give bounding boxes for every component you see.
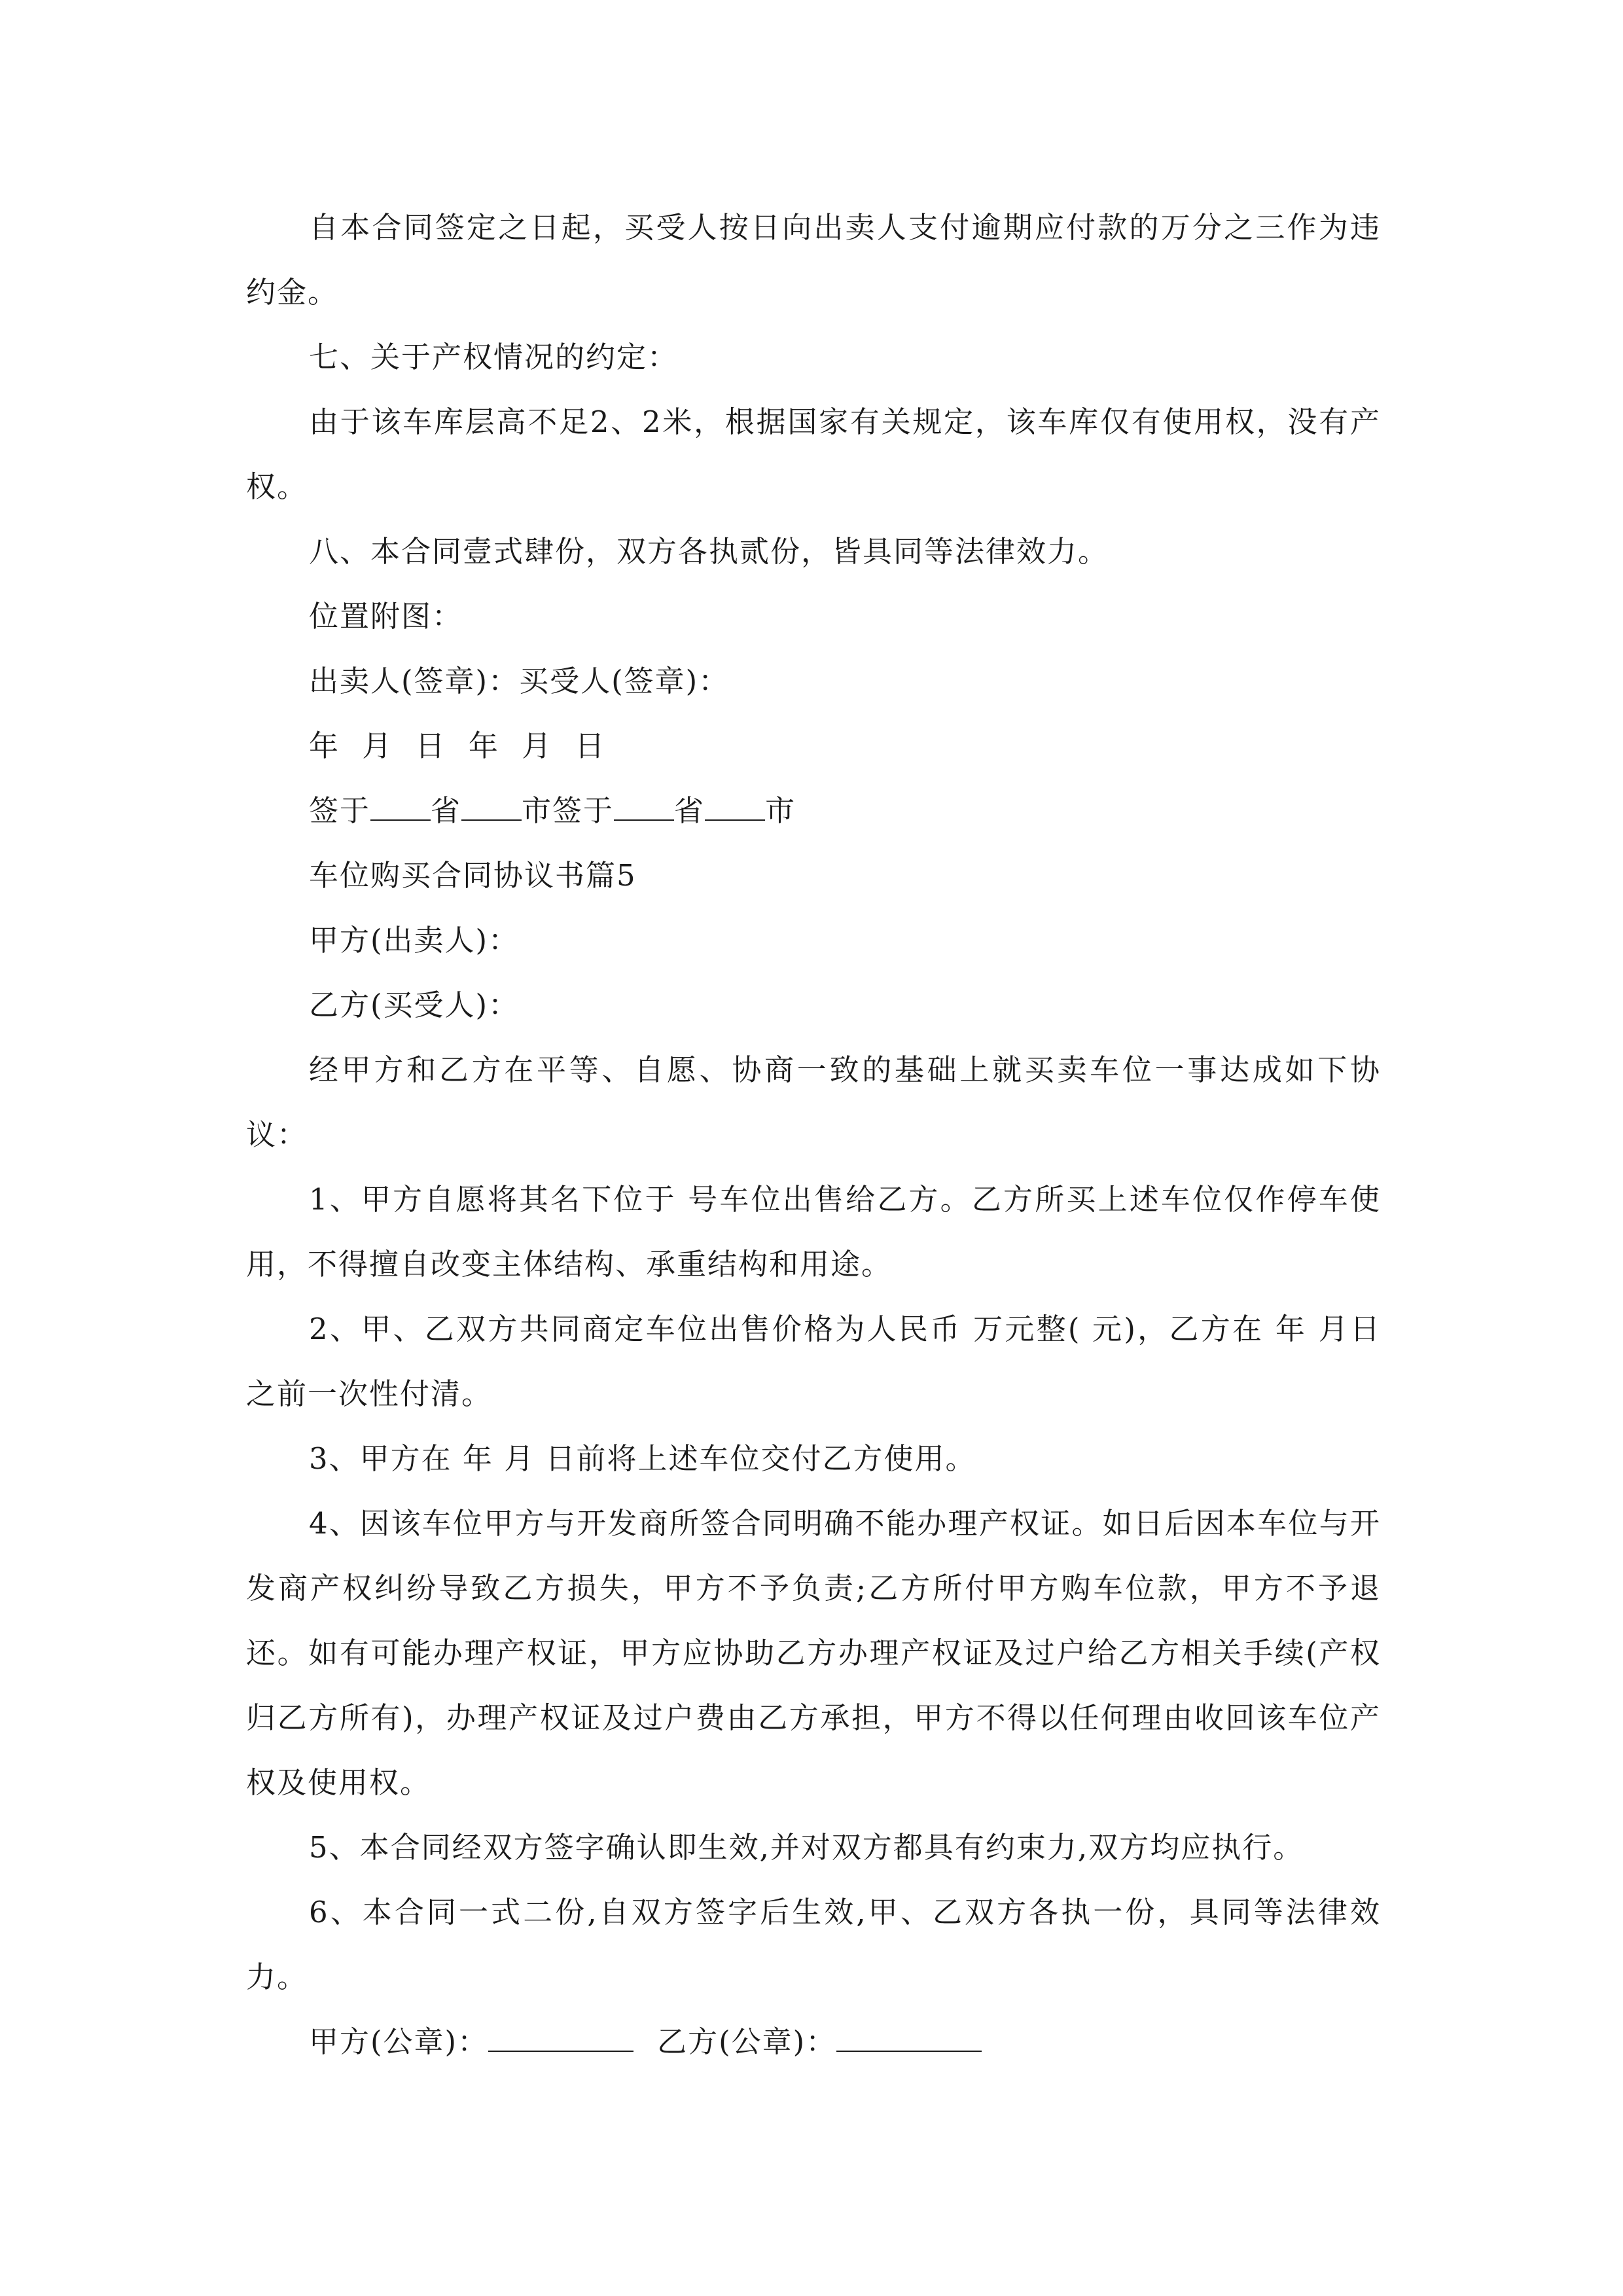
seal-line xyxy=(246,2009,1381,2074)
clause-2: 2、甲、乙双方共同商定车位出售价格为人民币 万元整( 元)，乙方在 年 月日之前一次性付清。 xyxy=(246,1312,1381,1411)
blank-seal-b[interactable] xyxy=(836,2019,982,2052)
location-map-label: 位置附图： xyxy=(309,599,463,634)
blank-seal-a[interactable] xyxy=(488,2019,633,2052)
clause-6: 6、本合同一式二份,自双方签字后生效,甲、乙双方各执一份，具同等法律效力。 xyxy=(246,1895,1381,1994)
party-a-line: 甲方(出卖人)： xyxy=(309,923,520,958)
section7-heading: 七、关于产权情况的约定： xyxy=(309,340,679,374)
signed-at-province-1: 省 xyxy=(431,793,462,828)
preamble-paragraph: 经甲方和乙方在平等、自愿、协商一致的基础上就买卖车位一事达成如下协议： xyxy=(246,1052,1381,1152)
signed-at-line xyxy=(246,778,1381,843)
signatures-line: 出卖人(签章)：买受人(签章)： xyxy=(309,664,730,698)
signed-at-province-2: 省 xyxy=(674,793,705,828)
clause-1: 1、甲方自愿将其名下位于 号车位出售给乙方。乙方所买上述车位仅作停车使用，不得擅自改变主体结构、承重结构和用途。 xyxy=(246,1182,1381,1282)
signed-at-city-1: 市签于 xyxy=(522,793,615,828)
blank-province-2[interactable] xyxy=(614,788,674,821)
seal-a-label: 甲方(公章)： xyxy=(309,2024,489,2059)
intro-paragraph: 自本合同签定之日起，买受人按日向出卖人支付逾期应付款的万分之三作为违约金。 xyxy=(246,210,1381,310)
clause-3: 3、甲方在 年 月 日前将上述车位交付乙方使用。 xyxy=(309,1441,976,1476)
date-line: 年 月 日 年 月 日 xyxy=(309,728,606,763)
blank-city-2[interactable] xyxy=(705,788,765,821)
section7-text: 由于该车库层高不足2、2米，根据国家有关规定，该车库仅有使用权，没有产权。 xyxy=(246,404,1381,504)
clause-4: 4、因该车位甲方与开发商所签合同明确不能办理产权证。如日后因本车位与开发商产权纠纷导致乙方损失，甲方不予负责;乙方所付甲方购车位款，甲方不予退还。如有可能办理产权证，甲方应协助乙方办理产权证及过户给乙方相关手续(产权归乙方所有)，办理产权证及过户费由乙方承担，甲方不得以任何理由收回该车位产权及使用权。 xyxy=(246,1506,1381,1800)
signed-at-prefix: 签于 xyxy=(309,793,371,828)
blank-city-1[interactable] xyxy=(461,788,522,821)
blank-province-1[interactable] xyxy=(370,788,431,821)
signed-at-city-2: 市 xyxy=(765,793,796,828)
party-b-line: 乙方(买受人)： xyxy=(309,988,520,1022)
article-title: 车位购买合同协议书篇5 xyxy=(309,858,637,893)
document-body xyxy=(246,195,1381,2074)
section8-text: 八、本合同壹式肆份，双方各执贰份，皆具同等法律效力。 xyxy=(309,534,1109,569)
seal-b-label: 乙方(公章)： xyxy=(657,2024,837,2059)
clause-5: 5、本合同经双方签字确认即生效,并对双方都具有约束力,双方均应执行。 xyxy=(309,1830,1304,1865)
